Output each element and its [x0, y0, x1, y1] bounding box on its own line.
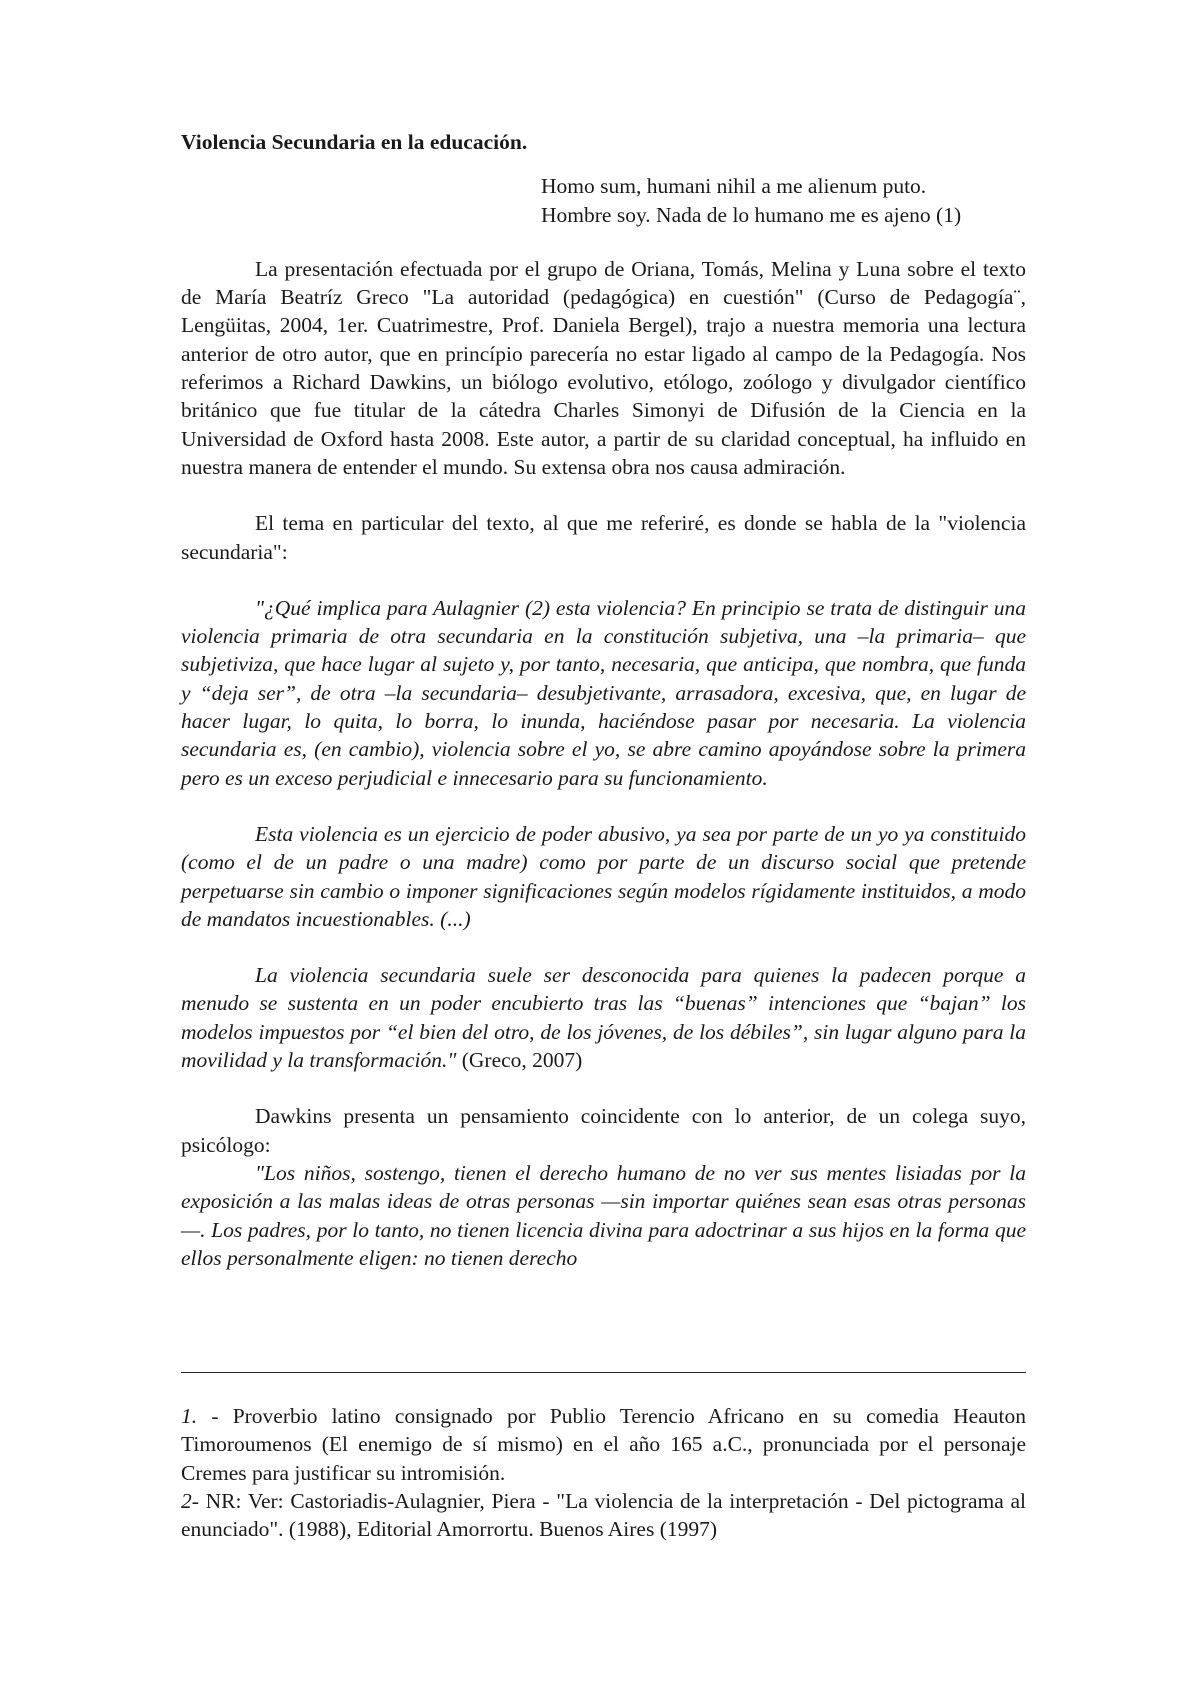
paragraph-intro: La presentación efectuada por el grupo de Oriana, Tomás, Melina y Luna sobre el texto de María Beatríz Greco "La autoridad (pedagógica) en cuestión" (Curso de Pedagogía¨, Lengüitas, 2004, 1er. Cuatrimestre, Prof. Daniela Bergel), trajo a nuestra memoria una lectura anterior de otro autor, que en princípio parecería no estar ligado al campo de la Pedagogía. Nos referimos a Richard Dawkins, un biólogo evolutivo, etólogo, zoólogo y divulgador científico británico que fue titular de la cátedra Charles Simonyi de Difusión de la Ciencia en la Universidad de Oxford hasta 2008. Este autor, a partir de su claridad conceptual, ha influido en nuestra manera de entender el mundo. Su extensa obra nos causa admiración. — [181, 256, 1026, 479]
paragraph-dawkins: Dawkins presenta un pensamiento coincidente con lo anterior, de un colega suyo, psicólogo: — [181, 1104, 1026, 1157]
footnote-divider — [181, 1372, 1026, 1373]
quote-dawkins: "Los niños, sostengo, tienen el derecho humano de no ver sus mentes lisiadas por la exposición a las malas ideas de otras personas —sin importar quiénes sean esas otras personas—. Los padres, por lo tanto, no tienen licencia divina para adoctrinar a sus hijos en la forma que ellos personalmente eligen: no tienen derecho — [181, 1160, 1026, 1270]
epigraph-latin: Homo sum, humani nihil a me alienum puto. — [541, 174, 927, 199]
paragraph-topic: El tema en particular del texto, al que me referiré, es donde se habla de la "violencia secundaria": — [181, 511, 1026, 564]
quote-citation: (Greco, 2007) — [456, 1048, 583, 1073]
footnote-1-text: - Proverbio latino consignado por Publio Terencio Africano en su comedia Heauton Timoroumenos (El enemigo de sí mismo) en el año 165 a.C., pronunciada por el personaje Cremes para justificar su intromisión. — [181, 1404, 1026, 1485]
document-title: Violencia Secundaria en la educación. — [181, 130, 528, 154]
quote-greco-2: Esta violencia es un ejercicio de poder abusivo, ya sea por parte de un yo ya constituido (como el de un padre o una madre) como por parte de un discurso social que pretende perpetuarse sin cambio o imponer significaciones según modelos rígidamente instituidos, a modo de mandatos incuestionables. (...) — [181, 821, 1026, 931]
footnote-2-number: 2- — [181, 1488, 199, 1513]
footnote-1 — [181, 1402, 1026, 1487]
quote-greco-3-block — [181, 961, 1026, 1074]
epigraph — [541, 172, 1026, 229]
epigraph-translation: Hombre soy. Nada de lo humano me es ajeno (1) — [541, 202, 962, 227]
footnote-2 — [181, 1487, 1026, 1544]
document-body — [181, 128, 1026, 1272]
quote-greco-3: La violencia secundaria suele ser desconocida para quienes la padecen porque a menudo se sustenta en un poder encubierto tras las “buenas” intenciones que “bajan” los modelos impuestos por “el bien del otro, de los jóvenes, de los débiles”, sin lugar alguno para la movilidad y la transformación." — [181, 963, 1026, 1073]
footnote-1-number: 1. — [181, 1404, 198, 1428]
footnotes — [181, 1402, 1026, 1543]
quote-greco-1: "¿Qué implica para Aulagnier (2) esta violencia? En principio se trata de distinguir una violencia primaria de otra secundaria en la constitución subjetiva, una –la primaria– que subjetiviza, que hace lugar al sujeto y, por tanto, necesaria, que anticipa, que nombra, que funda y “deja ser”, de otra –la secundaria– desubjetivante, arrasadora, excesiva, que, en lugar de hacer lugar, lo quita, lo borra, lo inunda, haciéndose pasar por necesaria. La violencia secundaria es, (en cambio), violencia sobre el yo, se abre camino apoyándose sobre la primera pero es un exceso perjudicial e innecesario para su funcionamiento. — [181, 595, 1026, 790]
footnote-2-text: NR: Ver: Castoriadis-Aulagnier, Piera - "La violencia de la interpretación - Del pictograma al enunciado". (1988), Editorial Amorrortu. Buenos Aires (1997) — [181, 1488, 1026, 1542]
